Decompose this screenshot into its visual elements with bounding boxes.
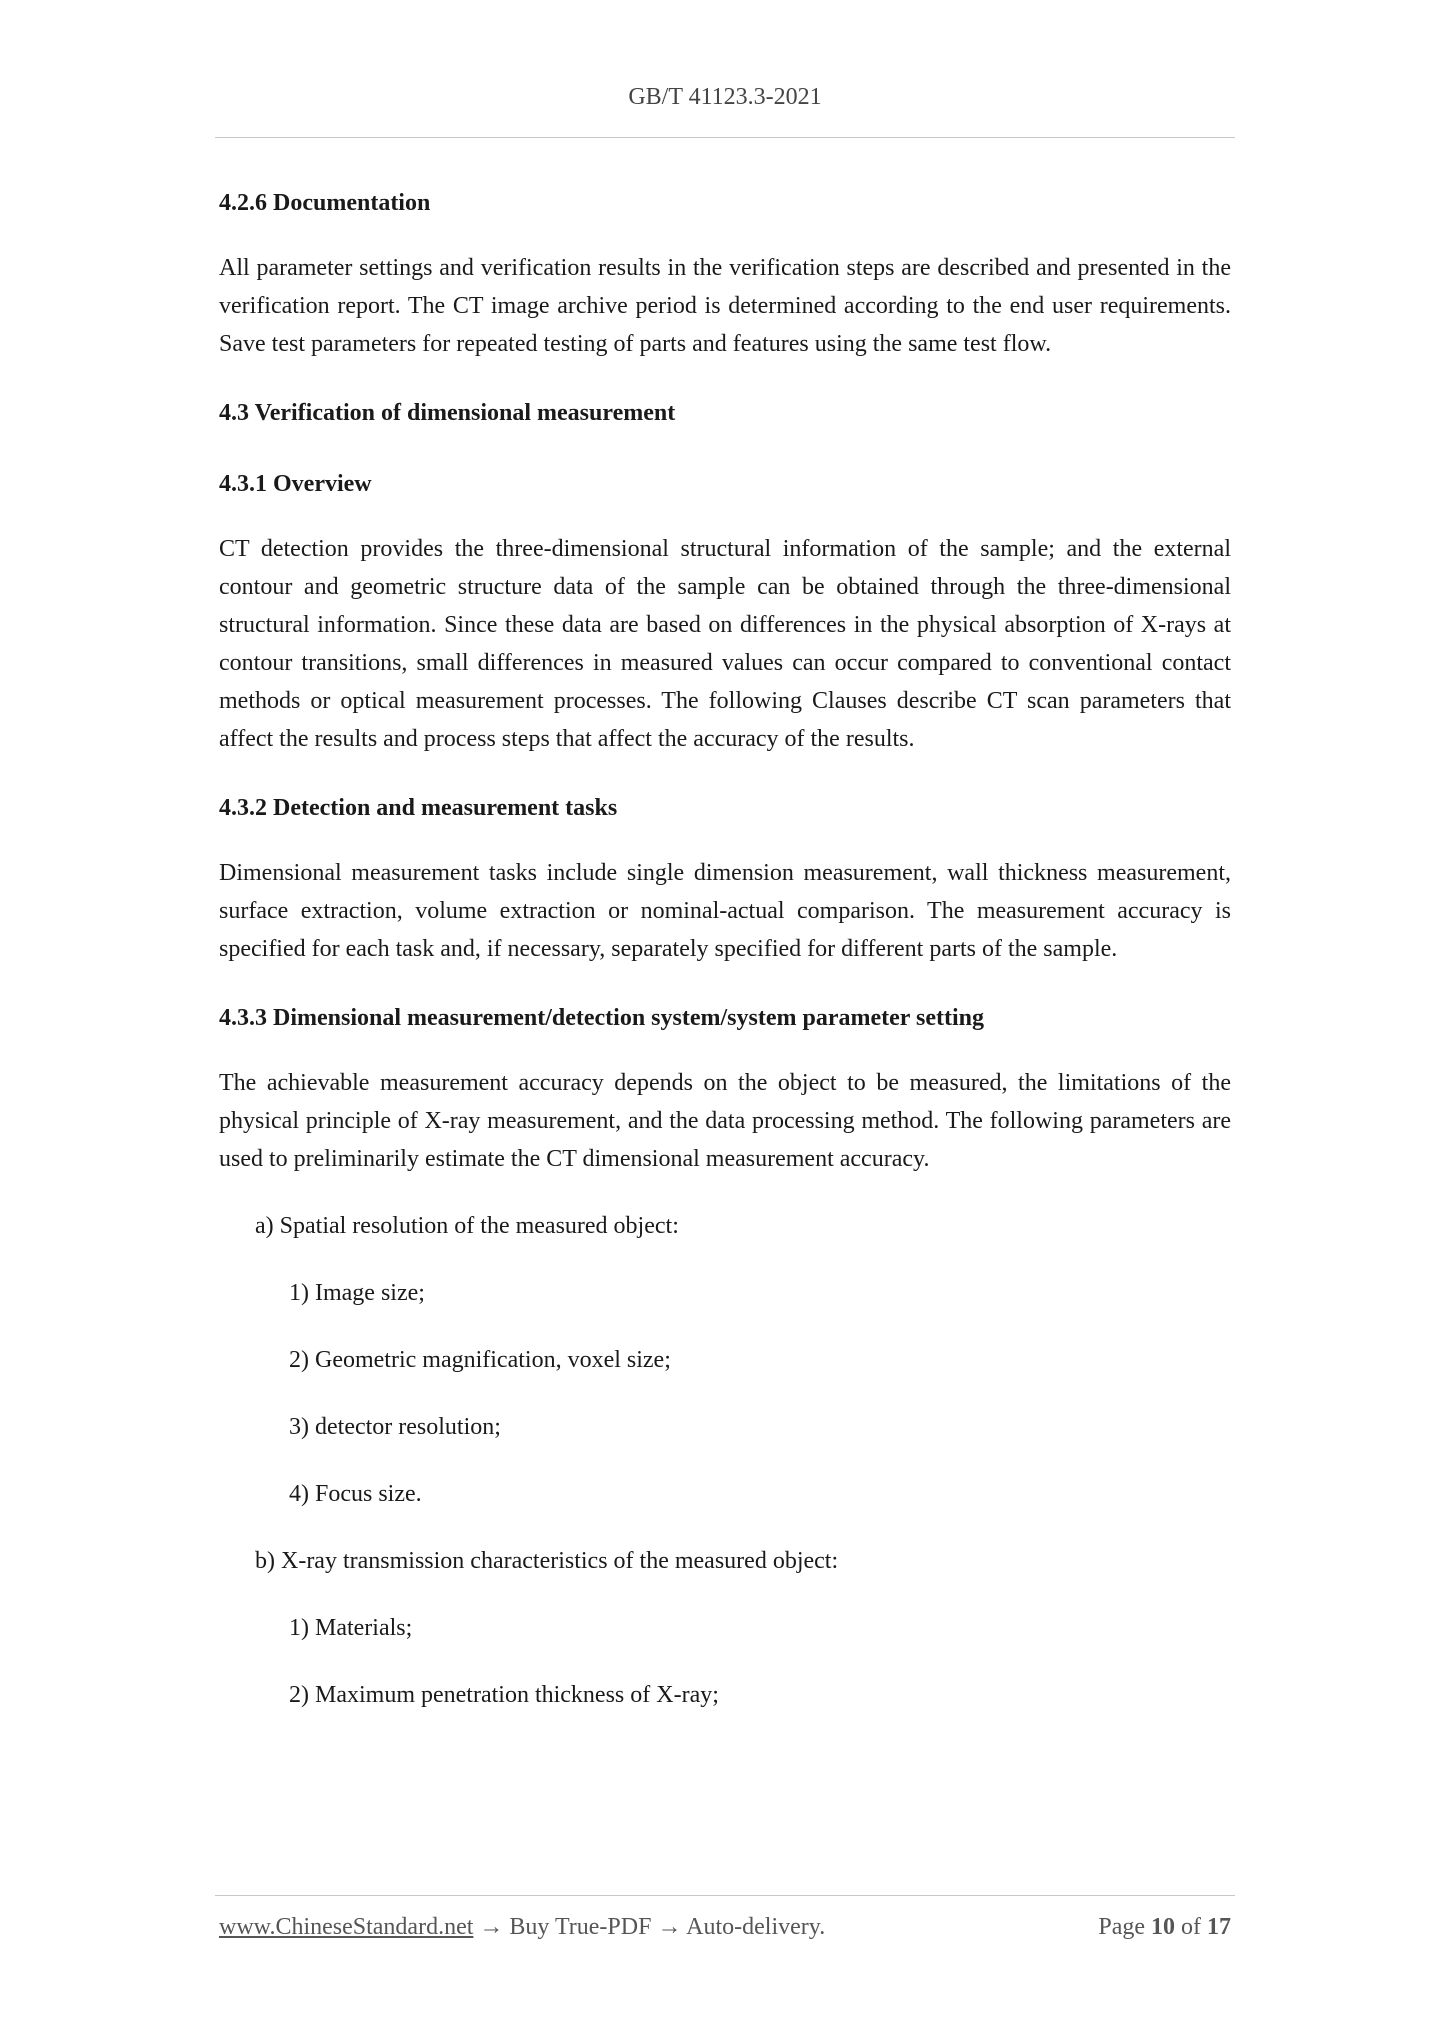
current-page-number: 10 — [1151, 1914, 1175, 1940]
paragraph-tasks: Dimensional measurement tasks include single dimension measurement, wall thickness measurement, surface extraction, volume extraction or nominal-actual comparison. The measurement accuracy is specified for each task and, if necessary, separately specified for different parts of the sample. — [219, 860, 1231, 962]
page-header: GB/T 41123.3-2021 — [628, 84, 822, 110]
footer-divider — [215, 1895, 1235, 1896]
list-item-a1: 1) Image size; — [289, 1280, 425, 1306]
footer-promo — [219, 1914, 825, 1941]
arrow-right-icon: → — [479, 1914, 504, 1940]
paragraph-documentation: All parameter settings and verification results in the verification steps are described and presented in the verification report. The CT image archive period is determined according to the end user requirements. Save test parameters for repeated testing of parts and features using the same test flow. — [219, 255, 1231, 357]
list-item-b2: 2) Maximum penetration thickness of X-ray; — [289, 1682, 719, 1708]
list-item-a: a) Spatial resolution of the measured object: — [255, 1213, 679, 1239]
of-label: of — [1181, 1914, 1201, 1940]
paragraph-parameter-setting: The achievable measurement accuracy depends on the object to be measured, the limitations of the physical principle of X-ray measurement, and the data processing method. The following parameters are used to preliminarily estimate the CT dimensional measurement accuracy. — [219, 1070, 1231, 1172]
paragraph-overview: CT detection provides the three-dimensional structural information of the sample; and the external contour and geometric structure data of the sample can be obtained through the three-dimensional structural information. Since these data are based on differences in the physical absorption of X-rays at contour transitions, small differences in measured values can occur compared to conventional contact methods or optical measurement processes. The following Clauses describe CT scan parameters that affect the results and process steps that affect the accuracy of the results. — [219, 536, 1231, 752]
list-item-a3: 3) detector resolution; — [289, 1414, 501, 1440]
section-heading-4-3-1: 4.3.1 Overview — [219, 471, 372, 497]
chinesestandard-link[interactable]: www.ChineseStandard.net — [219, 1914, 474, 1940]
page-body — [219, 182, 1231, 1714]
section-heading-4-3-2: 4.3.2 Detection and measurement tasks — [219, 795, 618, 821]
list-item-a4: 4) Focus size. — [289, 1481, 422, 1507]
header-divider — [215, 137, 1235, 138]
list-item-b1: 1) Materials; — [289, 1615, 413, 1641]
auto-delivery-text: Auto-delivery. — [686, 1914, 826, 1940]
section-heading-4-3: 4.3 Verification of dimensional measurement — [219, 400, 676, 426]
page-number — [1098, 1914, 1231, 1941]
list-item-a2: 2) Geometric magnification, voxel size; — [289, 1347, 671, 1373]
list-item-b: b) X-ray transmission characteristics of the measured object: — [255, 1548, 839, 1574]
total-page-number: 17 — [1207, 1914, 1231, 1940]
arrow-right-icon: → — [657, 1914, 682, 1940]
page-label: Page — [1098, 1914, 1145, 1940]
buy-true-pdf-text: Buy True-PDF — [509, 1914, 652, 1940]
section-heading-4-2-6: 4.2.6 Documentation — [219, 190, 431, 216]
section-heading-4-3-3: 4.3.3 Dimensional measurement/detection system/system parameter setting — [219, 1005, 984, 1031]
